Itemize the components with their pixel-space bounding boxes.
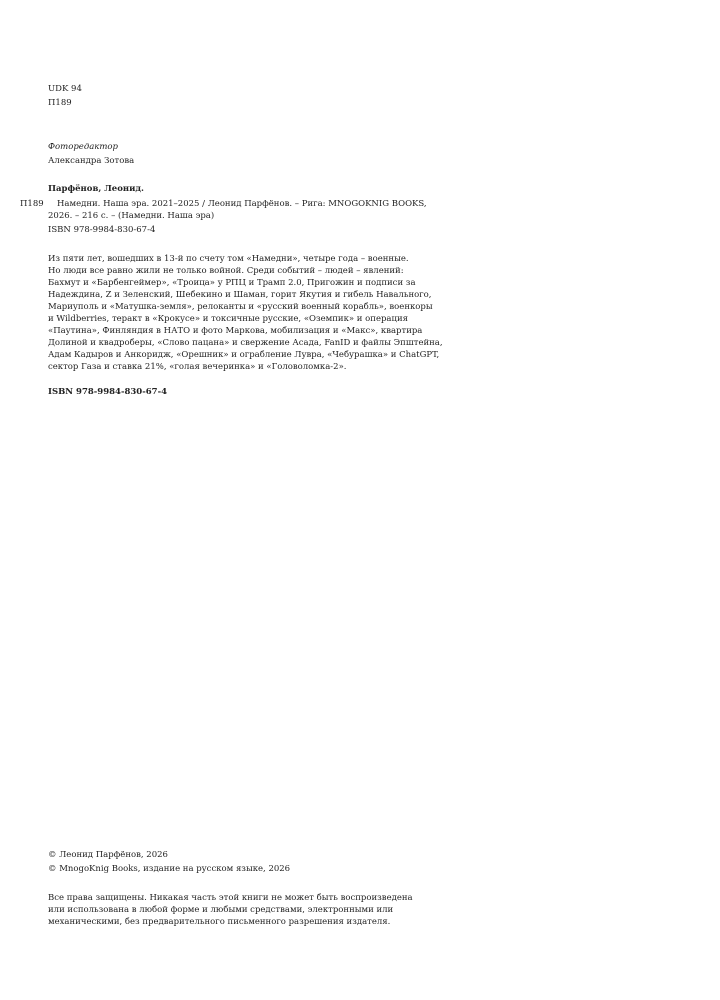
annotation-line: Бахмут и «Барбенгеймер», «Троица» у РПЦ и Трамп 2.0, Пригожин и подписи за bbox=[48, 278, 416, 288]
rights-line: или использована в любой форме и любыми средствами, электронными или bbox=[48, 905, 394, 915]
annotation-line: Адам Кадыров и Анкоридж, «Орешник» и ограбление Лувра, «Чебурашка» и ChatGPT, bbox=[48, 350, 440, 360]
annotation-line: Но люди все равно жили не только войной. Среди событий – людей – явлений: bbox=[48, 266, 404, 276]
photo-editor-label: Фоторедактор bbox=[48, 142, 118, 152]
copyright-author: © Леонид Парфёнов, 2026 bbox=[48, 850, 168, 860]
annotation-line: «Паутина», Финляндия в НАТО и фото Маркова, мобилизация и «Макс», квартира bbox=[48, 326, 423, 336]
annotation-line: Из пяти лет, вошедших в 13-й по счету том «Намедни», четыре года – военные. bbox=[48, 254, 409, 264]
annotation-paragraph bbox=[48, 253, 443, 373]
annotation-line: Мариуполь и «Матушка-земля», релоканты и «русский военный корабль», военкоры bbox=[48, 302, 433, 312]
copyright-publisher: © MnogoKnig Books, издание на русском языке, 2026 bbox=[48, 864, 291, 874]
catalog-code: П189 bbox=[20, 199, 44, 209]
udk-code: UDK 94 bbox=[48, 84, 82, 94]
annotation-line: Долиной и квадроберы, «Слово пацана» и свержение Асада, FanID и файлы Эпштейна, bbox=[48, 338, 443, 348]
annotation-line: сектор Газа и ставка 21%, «голая вечеринка» и «Головоломка-2». bbox=[48, 362, 347, 372]
catalog-isbn: ISBN 978-9984-830-67-4 bbox=[48, 225, 156, 235]
bbk-code: П189 bbox=[48, 98, 72, 108]
photo-editor-name: Александра Зотова bbox=[48, 156, 135, 166]
catalog-entry-line-1: Намедни. Наша эра. 2021–2025 / Леонид Парфёнов. – Рига: MNOGOKNIG BOOKS, bbox=[57, 199, 427, 209]
catalog-entry-line-2: 2026. – 216 с. – (Намедни. Наша эра) bbox=[48, 211, 215, 221]
rights-line: механическими, без предварительного письменного разрешения издателя. bbox=[48, 917, 391, 927]
rights-line: Все права защищены. Никакая часть этой книги не может быть воспроизведена bbox=[48, 893, 413, 903]
rights-paragraph bbox=[48, 892, 413, 928]
annotation-line: и Wildberries, теракт в «Крокусе» и токсичные русские, «Оземпик» и операция bbox=[48, 314, 408, 324]
catalog-author: Парфёнов, Леонид. bbox=[48, 184, 145, 194]
isbn-bold: ISBN 978-9984-830-67-4 bbox=[48, 387, 168, 397]
annotation-line: Надеждина, Z и Зеленский, Шебекино и Шаман, горит Якутия и гибель Навального, bbox=[48, 290, 432, 300]
